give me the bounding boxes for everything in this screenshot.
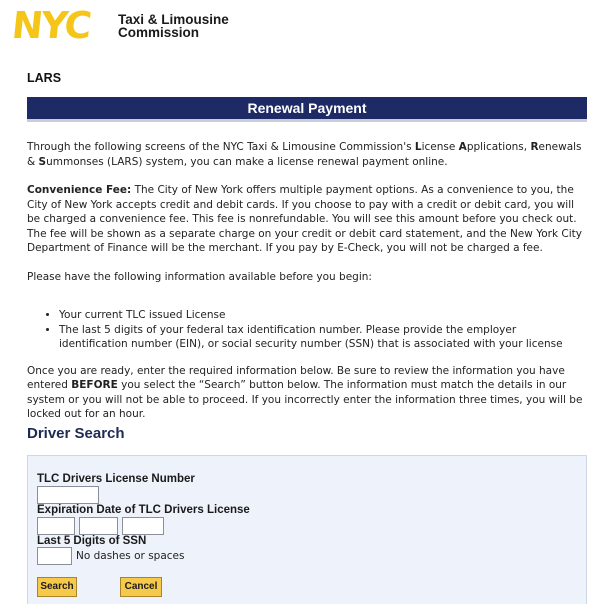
- org-name-line2: Commission: [118, 25, 200, 40]
- intro-letter-s: S: [38, 155, 47, 168]
- main-content: [27, 140, 587, 436]
- expiration-year-input[interactable]: [122, 517, 164, 535]
- intro-paragraph: [27, 140, 587, 169]
- instructions-text: you select the “Search” button below. The information must match the details in our system or you will not be able to proceed. If you incorrectly enter the information three times, you will be locked out for an hour.: [27, 379, 583, 420]
- license-number-label: TLC Drivers License Number: [37, 473, 195, 485]
- expiration-day-input[interactable]: [79, 517, 118, 535]
- page-title-banner: Renewal Payment: [27, 97, 587, 122]
- instructions-text: Once you are ready, enter the required information below. Be sure to review the information you have entered: [27, 364, 565, 391]
- search-button[interactable]: Search: [37, 577, 77, 597]
- ssn-hint: No dashes or spaces: [76, 550, 185, 562]
- prerequisites-intro: Please have the following information available before you begin:: [27, 270, 372, 283]
- convenience-fee-paragraph: [27, 183, 587, 256]
- site-header: [9, 4, 229, 47]
- intro-text: ummonses (LARS) system, you can make a license renewal payment online.: [46, 155, 448, 168]
- convenience-fee-label: Convenience Fee:: [27, 184, 132, 196]
- prerequisites-list: [59, 308, 587, 352]
- driver-search-title: Driver Search: [27, 425, 125, 442]
- list-item: • Your current TLC issued License: [59, 308, 587, 323]
- intro-text: icense: [421, 141, 459, 153]
- instructions-before: BEFORE: [71, 379, 118, 391]
- instructions-paragraph: [27, 364, 587, 422]
- intro-letter-l: L: [414, 141, 422, 153]
- org-name-line1: Taxi & Limousine: [118, 12, 229, 27]
- driver-search-panel: [27, 455, 587, 604]
- org-name: [118, 13, 229, 39]
- convenience-fee-text: The City of New York offers multiple payment options. As a convenience to you, the City of New York accepts credit and debit cards. If you choose to pay with a credit or debit card, you will be charged a convenience fee. This fee is nonrefundable. You will see this amount before you check out. The fee will be shown as a separate charge on your credit or debit card statement, and the New York City Department of Finance will be the merchant. If you pay by E-Check, you will not be charged a fee.: [27, 184, 582, 254]
- nyc-logo[interactable]: [9, 4, 112, 47]
- ssn-label: Last 5 Digits of SSN: [37, 535, 147, 547]
- intro-letter-r: R: [530, 141, 539, 153]
- intro-text: Through the following screens of the NYC Taxi & Limousine Commission's: [27, 141, 415, 153]
- expiration-month-input[interactable]: [37, 517, 75, 535]
- intro-text: enewals &: [27, 141, 582, 168]
- list-item: • The last 5 digits of your federal tax identification number. Please provide the employer identification number (EIN), or social security number (SSN) that is associated with your license: [59, 323, 587, 352]
- system-name: LARS: [27, 71, 62, 85]
- intro-text: pplications,: [466, 141, 531, 153]
- nyc-logo-text: NYC: [9, 4, 92, 47]
- ssn-input[interactable]: [37, 547, 72, 565]
- license-number-input[interactable]: [37, 486, 99, 504]
- intro-letter-a: A: [458, 141, 467, 153]
- cancel-button[interactable]: Cancel: [120, 577, 162, 597]
- expiration-date-label: Expiration Date of TLC Drivers License: [37, 504, 250, 516]
